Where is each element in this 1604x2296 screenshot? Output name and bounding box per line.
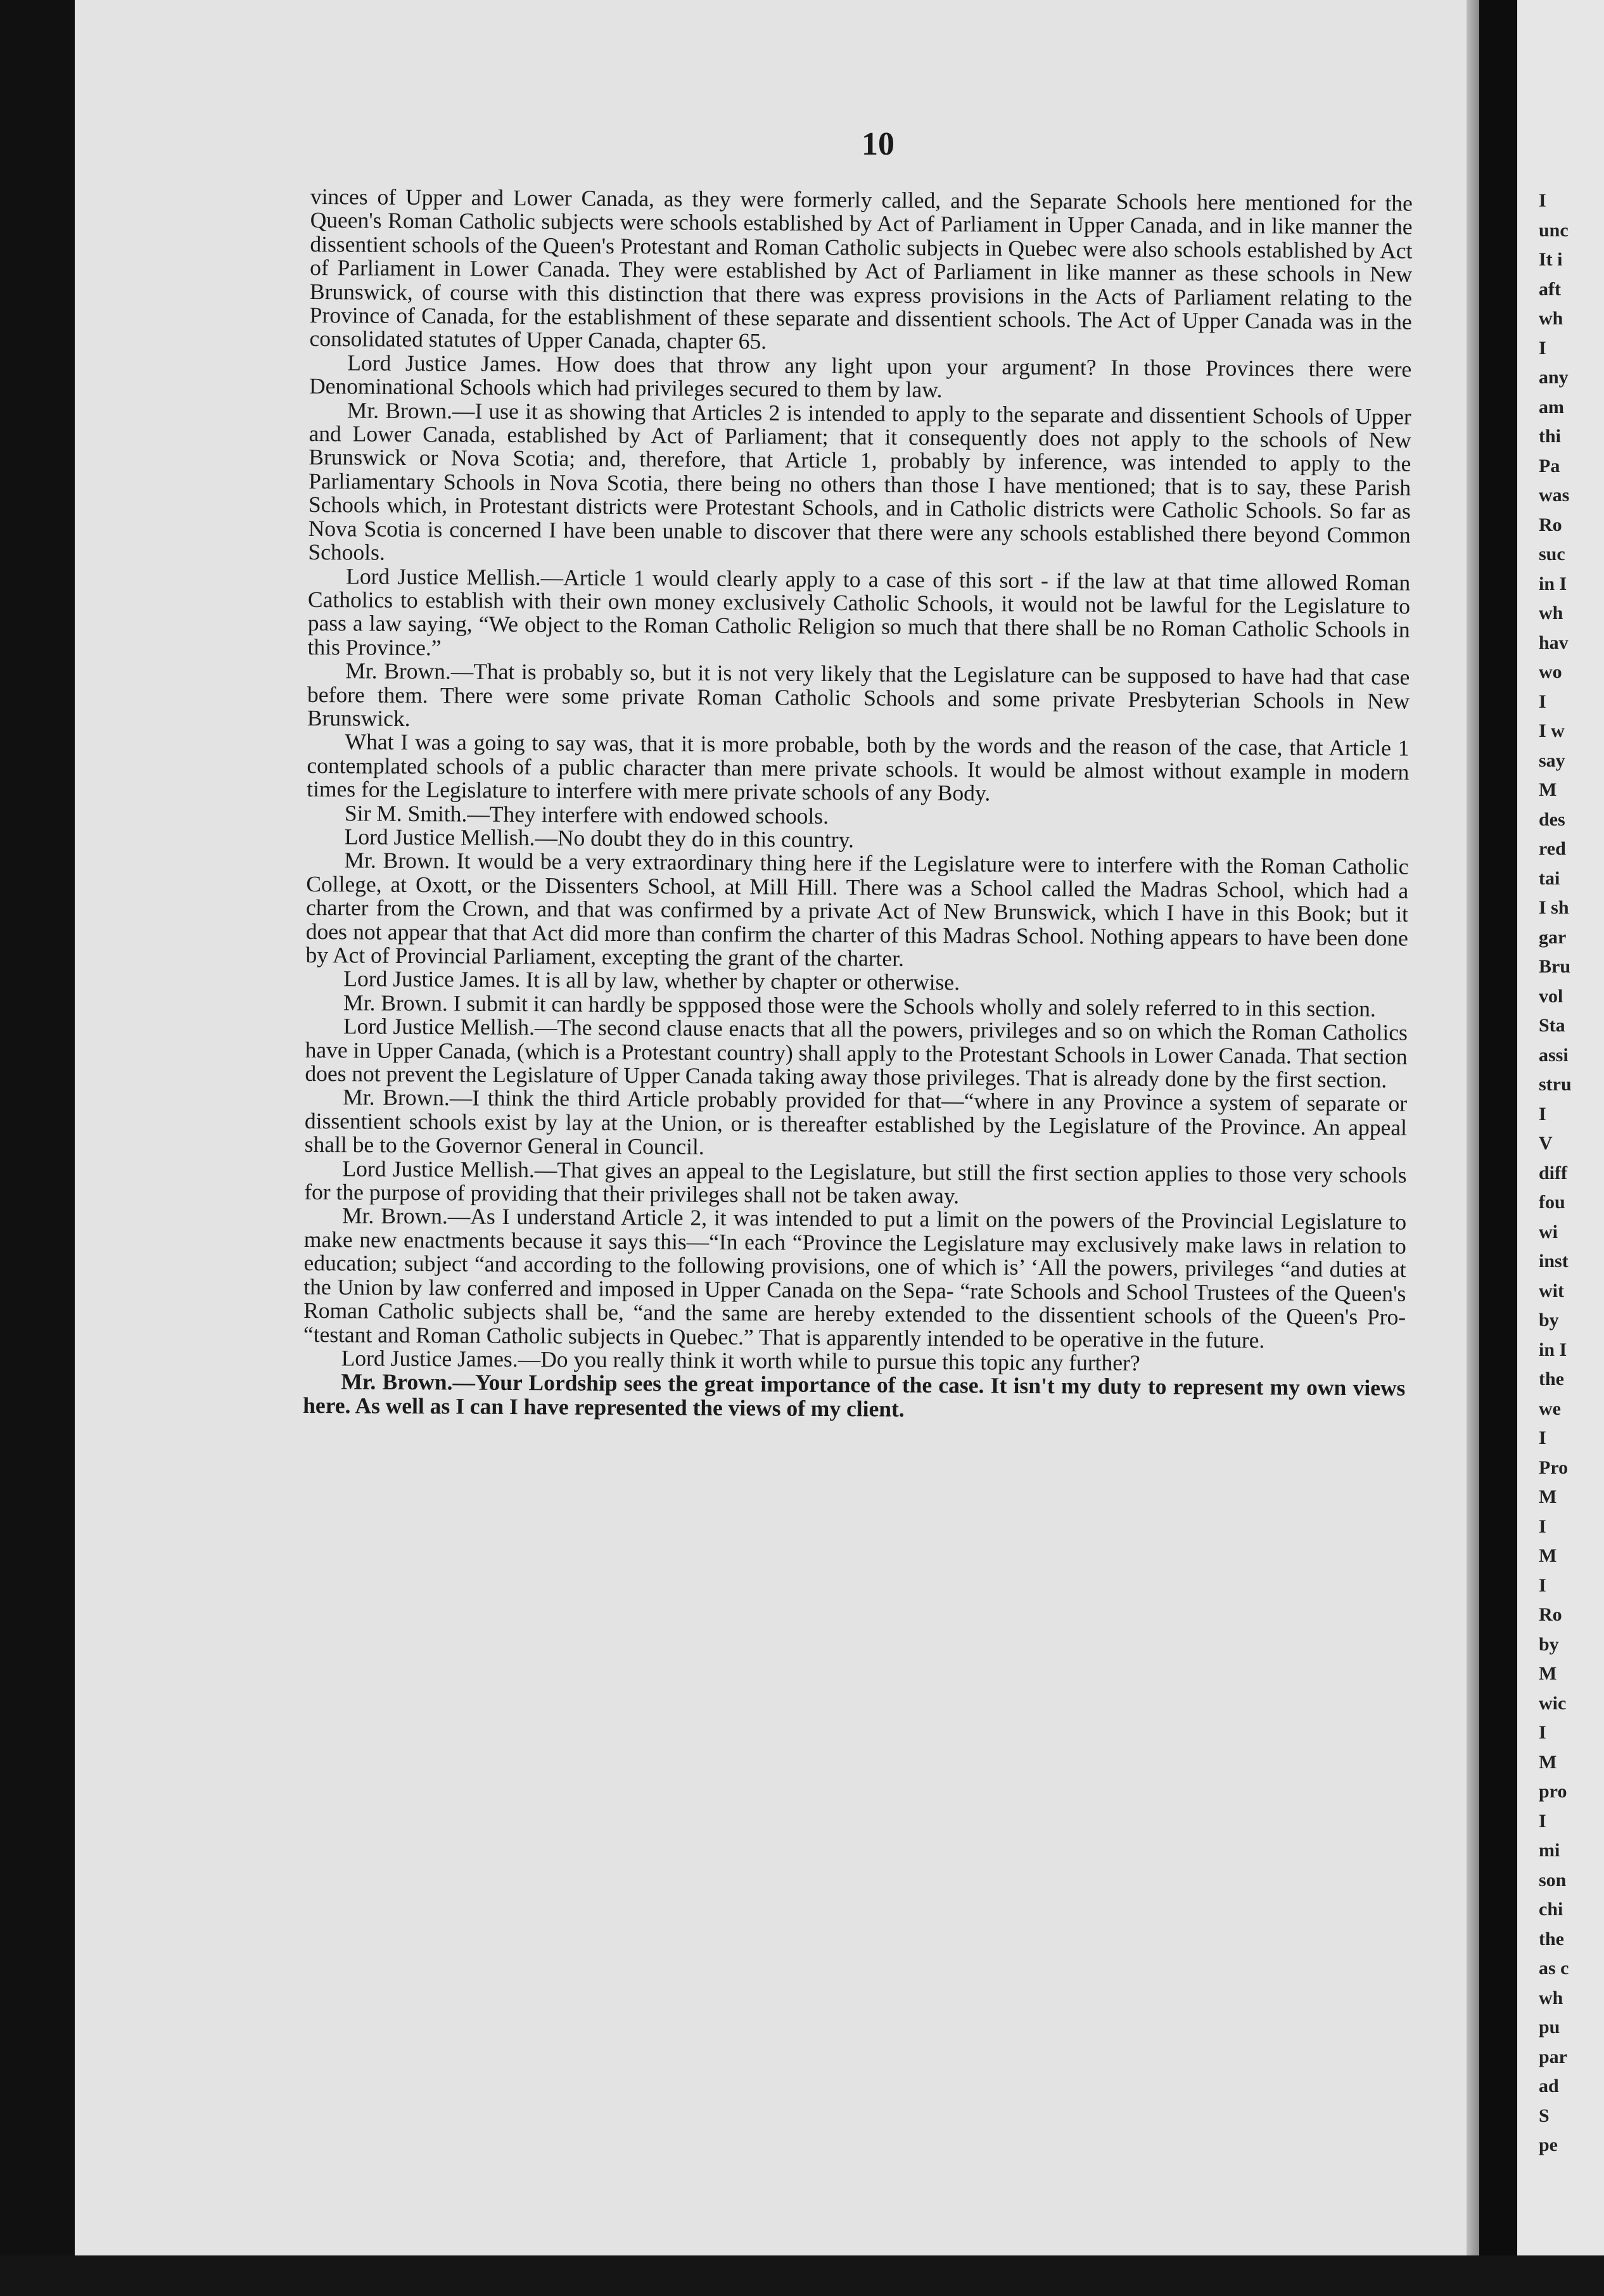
adjacent-page-fragment: I xyxy=(1539,190,1546,211)
paragraph: What I was a going to say was, that it is more probable, both by the words and the reason of the case, that Article 1 contemplated schools of a public character than mere private schools. It would be almost without example in modern times for the Legislature to interfere with mere private schools of any Body. xyxy=(307,729,1410,806)
adjacent-page-fragment: wh xyxy=(1539,1987,1563,2008)
paragraph: Mr. Brown.—As I understand Article 2, it was intended to put a limit on the powers of the Provincial Legislature to make new enactments because it says this—“In each “Province the Legislature may exclusively make laws in relation to education; subject “and according to the following provisions, one of which is’ ‘All the powers, privileges “and duties at the Union by law conferred and imposed in Upper Canada on the Sepa- “rate Schools and School Trustees of the Queen's Roman Catholic subjects shall be, “and the same are hereby extended to the dissentient schools of the Queen's Pro- “testant and Roman Catholic subjects in Quebec.” That is apparently intended to be operative in the future. xyxy=(303,1202,1407,1353)
adjacent-page-fragment: hav xyxy=(1539,632,1569,653)
adjacent-page-fragment: Pro xyxy=(1539,1457,1569,1478)
page-number: 10 xyxy=(862,126,894,162)
paragraph: Mr. Brown.—That is probably so, but it is not very likely that the Legislature can be supposed to have had that case before them. There were some private Roman Catholic Schools and some private Presbyterian Schools in New Brunswick. xyxy=(307,658,1410,731)
adjacent-page-fragment: des xyxy=(1539,808,1565,830)
adjacent-page-fragment: I xyxy=(1539,1427,1546,1448)
adjacent-page-fragment: wit xyxy=(1539,1280,1564,1301)
adjacent-page-fragment: vol xyxy=(1539,985,1563,1007)
adjacent-page-fragment: stru xyxy=(1539,1074,1572,1095)
adjacent-page-fragment: pe xyxy=(1539,2134,1558,2155)
adjacent-page-edge xyxy=(1517,0,1604,2255)
adjacent-page-fragment: I xyxy=(1539,1722,1546,1743)
adjacent-page-fragment: S xyxy=(1539,2105,1550,2126)
adjacent-page-fragment: gar xyxy=(1539,926,1567,948)
adjacent-page-fragment: It i xyxy=(1539,249,1563,270)
paragraph: Mr. Brown. I submit it can hardly be sppposed those were the Schools wholly and solely referred to in this section. xyxy=(343,990,1376,1022)
adjacent-page-fragment: inst xyxy=(1539,1251,1569,1272)
adjacent-page-fragment: M xyxy=(1539,1545,1557,1566)
adjacent-page-fragment: I xyxy=(1539,337,1546,359)
paragraph: Mr. Brown. It would be a very extraordinary thing here if the Legislature were to interfere with the Roman Catholic College, at Oxott, or the Dissenters School, at Mill Hill. There was a School called the Madras School, which had a charter from the Crown, and that was confirmed by a private Act of New Brunswick, which I have in this Book; but it does not appear that that Act did more than confirm the charter of this Madras School. Nothing appears to have been done by Act of Provincial Parliament, excepting the grant of the charter. xyxy=(305,847,1409,971)
adjacent-page-fragment: Bru xyxy=(1539,956,1571,977)
adjacent-page-fragment: M xyxy=(1539,1751,1557,1773)
adjacent-page-fragment: thi xyxy=(1539,426,1562,447)
adjacent-page-fragment: we xyxy=(1539,1398,1561,1419)
adjacent-page-fragment: in I xyxy=(1539,1339,1567,1360)
scan-border-bottom xyxy=(0,2255,1604,2296)
adjacent-page-fragment: wic xyxy=(1539,1692,1567,1714)
paragraph: Lord Justice James.—Do you really think it worth while to pursue this topic any further? xyxy=(341,1345,1140,1375)
adjacent-page-fragment: suc xyxy=(1539,544,1565,564)
adjacent-page-fragment: was xyxy=(1539,485,1570,506)
adjacent-page-fragment: by xyxy=(1539,1633,1559,1655)
adjacent-page-fragment: tai xyxy=(1539,867,1560,889)
adjacent-page-fragment: unc xyxy=(1539,219,1569,241)
adjacent-page-fragment: Sta xyxy=(1539,1015,1565,1036)
paragraph: Mr. Brown.—I use it as showing that Articles 2 is intended to apply to the separate and dissentient Schools of Upper and Lower Canada, established by Act of Parliament; that it consequently does not apply to the schools of New Brunswick or Nova Scotia; and, therefore, that Article 1, probably by inference, was intended to apply to the Parliamentary Schools in Nova Scotia, there being no others than those I have mentioned; that is to say, these Parish Schools which, in Protestant districts were Protestant Schools, and in Catholic districts were Catholic Schools. So far as Nova Scotia is concerned I have been unable to discover that there were any schools established there beyond Common Schools. xyxy=(308,397,1411,565)
adjacent-page-fragment: by xyxy=(1539,1310,1559,1330)
adjacent-page-fragment: red xyxy=(1539,838,1566,859)
paragraph: Lord Justice Mellish.—Article 1 would clearly apply to a case of this sort - if the law at that time allowed Roman Catholics to establish with their own money exclusively Catholic Schools, it would not be lawful for the Legislature to pass a law saying, “We object to the Roman Catholic Religion so much that there shall be no Roman Catholic Schools in this Province.” xyxy=(307,563,1411,660)
paragraph: Mr. Brown.—I think the third Article probably provided for that—“where in any Province a system of separate or dissentient schools exist by lay at the Union, or is thereafter established by the Legislature of the Province. An appeal shall be to the Governor General in Council. xyxy=(304,1084,1408,1160)
adjacent-page-fragment: wo xyxy=(1539,661,1562,682)
adjacent-page-fragment: ad xyxy=(1539,2076,1559,2096)
adjacent-page-fragment: aft xyxy=(1539,278,1561,300)
adjacent-page-fragment: the xyxy=(1539,1368,1564,1389)
adjacent-page-fragment: am xyxy=(1539,396,1564,418)
adjacent-page-fragment: par xyxy=(1539,2046,1567,2067)
adjacent-page-fragment: say xyxy=(1539,749,1565,771)
paragraph: Lord Justice Mellish.—The second clause enacts that all the powers, privileges and so on which the Roman Catholics have in Upper Canada, (which is a Protestant country) shall apply to the Protestant Schools in Lower Canada. That section does not prevent the Legislature of Upper Canada taking away those privileges. That is already done by the first section. xyxy=(305,1013,1408,1093)
adjacent-page-fragment: I xyxy=(1539,691,1546,712)
page-fold-shadow xyxy=(1467,0,1479,2255)
adjacent-page-fragment: M xyxy=(1539,1663,1557,1684)
adjacent-page-fragment: as c xyxy=(1539,1958,1569,1979)
scan-border-left xyxy=(0,0,75,2296)
adjacent-page-fragment: any xyxy=(1539,367,1569,388)
adjacent-page-fragment: I sh xyxy=(1539,897,1569,918)
paragraph: Lord Justice Mellish.—No doubt they do in this country. xyxy=(344,824,855,853)
paragraph: Sir M. Smith.—They interfere with endowed schools. xyxy=(344,800,829,829)
adjacent-page-fragment: pu xyxy=(1539,2017,1560,2038)
adjacent-page-fragment: I xyxy=(1539,1103,1546,1125)
adjacent-page-fragment: mi xyxy=(1539,1840,1560,1861)
paragraph: Lord Justice James. It is all by law, whether by chapter or otherwise. xyxy=(343,966,960,995)
adjacent-page-fragment: Pa xyxy=(1539,455,1560,476)
adjacent-page-fragment: I w xyxy=(1539,720,1565,741)
adjacent-page-fragment: wh xyxy=(1539,603,1563,623)
adjacent-page-fragment: son xyxy=(1539,1869,1567,1891)
binding-gutter xyxy=(1479,0,1517,2255)
adjacent-page-fragment: pro xyxy=(1539,1781,1567,1802)
adjacent-page-fragment: assi xyxy=(1539,1044,1569,1066)
adjacent-page-fragment: I xyxy=(1539,1574,1546,1596)
paragraph: Lord Justice Mellish.—That gives an appeal to the Legislature, but still the first section applies to those very schools for the purpose of providing that their privileges shall not be taken away. xyxy=(304,1155,1407,1209)
adjacent-page-fragment: V xyxy=(1539,1133,1553,1154)
paragraph: Lord Justice James. How does that throw any light upon your argument? In those Provinces there were Denominational Schools which had privileges secured to them by law. xyxy=(309,350,1412,403)
adjacent-page-fragment: wh xyxy=(1539,308,1563,329)
paragraph: vinces of Upper and Lower Canada, as they were formerly called, and the Separate Schools here mentioned for the Queen's Roman Catholic subjects were schools established by Act of Parliament in Upper Canada, and in like manner the dissentient schools of the Queen's Protestant and Roman Catholic subjects in Quebec were also schools established by Act of Parliament in Lower Canada. They were established by Act of Parliament in like manner as these schools in New Brunswick, of course with this distinction that there was express provisions in the Acts of Parliament relating to the Province of Canada, for the establishment of these separate and dissentient schools. The Act of Upper Canada was in the consolidated statutes of Upper Canada, chapter 65. xyxy=(309,184,1413,354)
adjacent-page-fragment: chi xyxy=(1539,1899,1563,1920)
adjacent-page-fragment: diff xyxy=(1539,1162,1567,1183)
adjacent-page-fragment: Ro xyxy=(1539,1604,1562,1625)
adjacent-page-fragment: I xyxy=(1539,1810,1546,1832)
adjacent-page-fragment: I xyxy=(1539,1515,1546,1537)
adjacent-page-fragment: in I xyxy=(1539,573,1567,594)
adjacent-page-fragment: M xyxy=(1539,1486,1557,1507)
adjacent-page-fragment: M xyxy=(1539,779,1557,800)
document-body xyxy=(303,185,1413,1424)
adjacent-page-fragment: the xyxy=(1539,1928,1564,1949)
adjacent-page-fragment: Ro xyxy=(1539,514,1562,535)
paragraph: Mr. Brown.—Your Lordship sees the great importance of the case. It isn't my duty to represent my own views here. As well as I can I have represented the views of my client. xyxy=(303,1368,1406,1422)
adjacent-page-fragment: fou xyxy=(1539,1192,1565,1213)
adjacent-page-fragment: wi xyxy=(1539,1221,1558,1242)
